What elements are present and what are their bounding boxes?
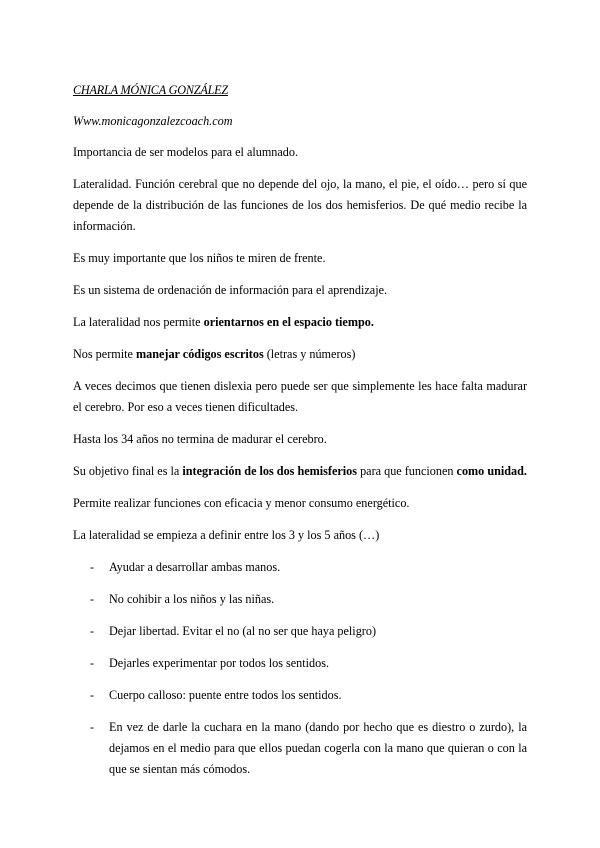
paragraph-definir: La lateralidad se empieza a definir entre los 3 y los 5 años (…): [73, 528, 380, 542]
paragraph-mirar-frente: Es muy importante que los niños te miren de frente.: [73, 251, 326, 265]
list-item: [73, 621, 527, 642]
paragraph-codigos: [73, 344, 527, 365]
paragraph-dislexia: A veces decimos que tienen dislexia pero puede ser que simplemente les hace falta madurar el cerebro. Por eso a veces tienen dificultades.: [73, 379, 527, 414]
dash-bullet: -: [90, 560, 95, 574]
paragraph-lateralidad: Lateralidad. Función cerebral que no depende del ojo, la mano, el pie, el oído… pero sí que depende de la distribución de las funciones de los dos hemisferios. De qué medio recibe la información.: [73, 177, 527, 233]
paragraph-objetivo-text: Su objetivo final es la: [73, 464, 183, 478]
paragraph-codigos-bold: manejar códigos escritos: [135, 347, 264, 361]
list-item-text: Ayudar a desarrollar ambas manos.: [109, 560, 281, 574]
list-item-text: Cuerpo calloso: puente entre todos los sentidos.: [109, 688, 342, 702]
dash-bullet: -: [90, 592, 95, 606]
dash-bullet: -: [90, 720, 95, 734]
paragraph-orientarnos: [73, 312, 527, 333]
dash-bullet: -: [90, 656, 95, 670]
paragraph-importance: Importancia de ser modelos para el alumnado.: [73, 145, 299, 159]
paragraph-objetivo-mid: para que funcionen: [357, 464, 457, 478]
paragraph-objetivo-bold-1: integración de los dos hemisferios: [182, 464, 358, 478]
recommendation-list: [73, 557, 527, 780]
document-title: CHARLA MÓNICA GONZÁLEZ: [73, 83, 228, 97]
dash-bullet: -: [90, 688, 95, 702]
list-item: [73, 685, 527, 706]
paragraph-codigos-text: Nos permite: [73, 347, 136, 361]
list-item: [73, 653, 527, 674]
paragraph-orientarnos-bold: orientarnos en el espacio tiempo.: [203, 315, 374, 329]
list-item-text: Dejarles experimentar por todos los sentidos.: [109, 656, 329, 670]
list-item-text: Dejar libertad. Evitar el no (al no ser que haya peligro): [109, 624, 377, 638]
paragraph-eficacia: Permite realizar funciones con eficacia y menor consumo energético.: [73, 496, 410, 510]
paragraph-orientarnos-text: La lateralidad nos permite: [73, 315, 204, 329]
website-url: Www.monicagonzalezcoach.com: [73, 114, 233, 128]
document-body: [73, 80, 527, 791]
list-item: [73, 589, 527, 610]
paragraph-sistema: Es un sistema de ordenación de información para el aprendizaje.: [73, 283, 388, 297]
paragraph-codigos-post: (letras y números): [263, 347, 356, 361]
paragraph-objetivo-bold-2: como unidad.: [456, 464, 527, 478]
list-item-text: En vez de darle la cuchara en la mano (dando por hecho que es diestro o zurdo), la dejamos en el medio para que ellos puedan cogerla con la mano que quieran o con la que se sientan más cómodos.: [109, 720, 527, 776]
list-item: [73, 557, 527, 578]
list-item-text: No cohibir a los niños y las niñas.: [109, 592, 275, 606]
paragraph-objetivo: [73, 461, 527, 482]
dash-bullet: -: [90, 624, 95, 638]
list-item: [73, 717, 527, 780]
paragraph-madurar: Hasta los 34 años no termina de madurar el cerebro.: [73, 432, 327, 446]
